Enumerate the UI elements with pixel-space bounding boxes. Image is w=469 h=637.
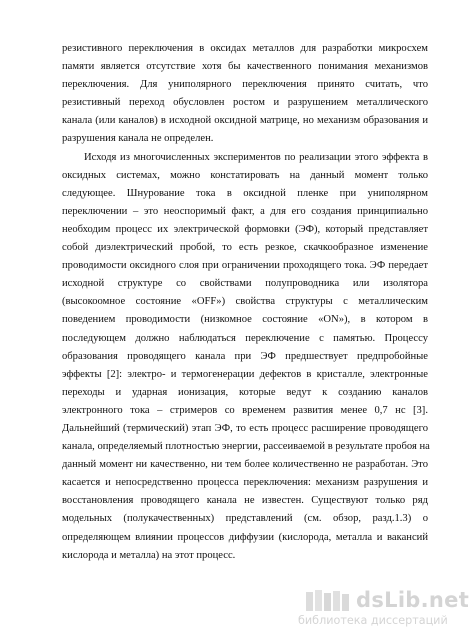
text-line: Исходя из многочисленных экспериментов по реализации этого эффекта в — [84, 151, 428, 163]
text-line: модельных (полукачественных) представлений (см. обзор, разд.1.3) о — [62, 513, 428, 525]
text-line: резистивный переход обусловлен ростом и разрушением металлического — [62, 97, 428, 109]
text-line: собой диэлектрический пробой, то есть резкое, скачкообразное изменение — [62, 242, 428, 254]
text-line: памяти является отсутствие хотя бы качественного понимания механизмов — [62, 61, 428, 73]
text-line: переключении – это неоспоримый факт, а для его создания принципиально — [62, 205, 428, 217]
text-line: электронного тока – стримеров со временем развития менее 0,7 нс [3]. — [62, 404, 428, 416]
text-line: эффекты [2]: электро- и термогенерации дефектов в кристалле, электронные — [62, 368, 428, 380]
watermark-subtitle: библиотека диссертаций — [298, 614, 448, 627]
text-line: образования проводящего канала при ЭФ предшествует предпробойные — [62, 350, 428, 362]
text-line: восстановления проводящего канала не известен. Существуют только ряд — [62, 495, 428, 507]
text-line: необходим процесс их электрической формовки (ЭФ), который представляет — [62, 223, 428, 235]
text-line: последующем должно наблюдаться переключение с памятью. Процессу — [62, 332, 428, 344]
text-line: кислорода и металла) на этот процесс. — [62, 549, 236, 561]
text-line: переключения. Для униполярного переключения принято считать, что — [62, 79, 428, 91]
text-line: касается и непосредственно процесса переключения: механизм разрушения и — [62, 477, 428, 489]
text-line: канала (или каналов) в исходной оксидной матрице, но механизм образования и — [62, 115, 428, 127]
text-line: разрушения канала не определен. — [62, 133, 214, 145]
watermark-site: dsLib.net — [356, 588, 469, 612]
text-line: переходы и ударная ионизация, которые ведут к созданию каналов — [62, 386, 428, 398]
text-line: следующее. Шнурование тока в оксидной пленке при униполярном — [62, 187, 428, 199]
text-line: данный момент ни качественно, ни тем более количественно не разработан. Это — [62, 459, 428, 471]
text-line: поведением проводимости (низкомное состояние «ON»), в котором в — [62, 314, 428, 326]
text-line: исходной структуре со свойствами полупроводника или изолятора — [62, 278, 428, 290]
text-line: канала, определяемый плотностью энергии, рассеиваемой в результате пробоя на — [62, 441, 430, 453]
document-body — [62, 40, 428, 565]
text-line: резистивного переключения в оксидах металлов для разработки микросхем — [62, 43, 428, 54]
text-line: определяющем влиянии процессов диффузии (кислорода, металла и вакансий — [62, 531, 428, 543]
books-logo-icon — [298, 588, 354, 614]
text-line: (высокоомное состояние «OFF») свойства структуры с металлическим — [62, 296, 428, 308]
text-line: Дальнейший (термический) этап ЭФ, то есть процесс расширение проводящего — [62, 422, 428, 434]
text-line: проводимости оксидного слоя при ограничении проходящего тока. ЭФ передает — [62, 260, 428, 272]
watermark — [298, 588, 469, 632]
text-line: оксидных системах, можно констатировать на данный момент только — [62, 169, 428, 181]
